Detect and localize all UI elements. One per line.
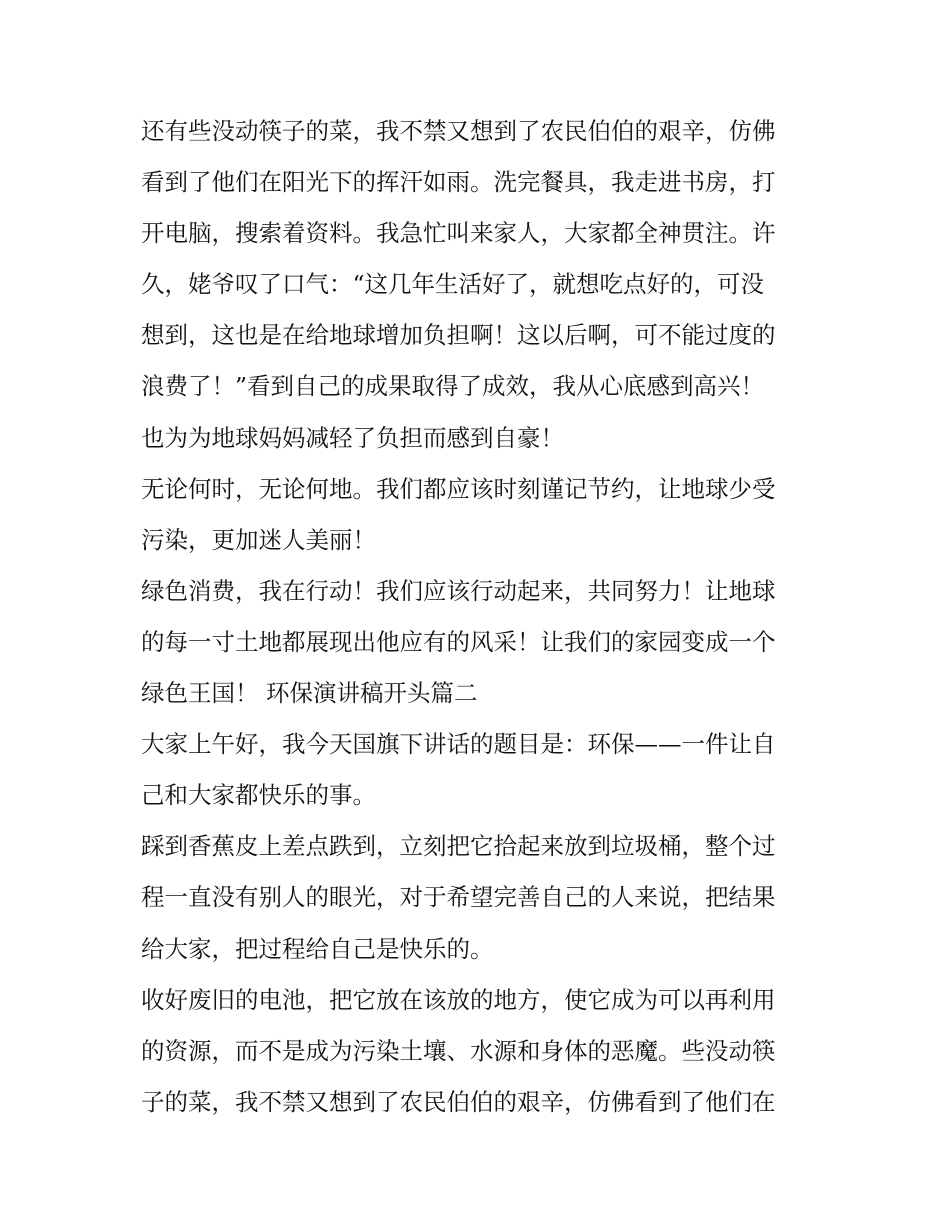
text-line: 还有些没动筷子的菜，我不禁又想到了农民伯伯的艰辛，仿佛 (141, 117, 776, 145)
text-line: 己和大家都快乐的事。 (141, 781, 376, 810)
text-line: 看到了他们在阳光下的挥汗如雨。洗完餐具，我走进书房，打 (141, 168, 776, 197)
text-line: 无论何时，无论何地。我们都应该时刻谨记节约，让地球少受 (141, 474, 776, 503)
text-line: 污染，更加迷人美丽！ (141, 525, 376, 554)
document-page (141, 106, 821, 1128)
text-line: 想到，这也是在给地球增加负担啊！这以后啊，可不能过度的 (141, 321, 776, 350)
text-line: 的资源，而不是成为污染土壤、水源和身体的恶魔。些没动筷 (141, 1036, 776, 1065)
text-line: 程一直没有别人的眼光，对于希望完善自己的人来说，把结果 (141, 883, 776, 912)
text-line: 也为为地球妈妈减轻了负担而感到自豪！ (141, 423, 564, 452)
text-line: 给大家，把过程给自己是快乐的。 (141, 934, 494, 963)
text-line: 开电脑，搜索着资料。我急忙叫来家人，大家都全神贯注。许 (141, 219, 776, 248)
text-line: 大家上午好，我今天国旗下讲话的题目是：环保——一件让自 (141, 730, 776, 759)
text-line: 久，姥爷叹了口气：“这几年生活好了，就想吃点好的，可没 (141, 270, 765, 299)
text-line: 浪费了！”看到自己的成果取得了成效，我从心底感到高兴！ (141, 372, 765, 401)
text-line: 收好废旧的电池，把它放在该放的地方，使它成为可以再利用 (141, 985, 776, 1014)
text-line: 绿色王国！ 环保演讲稿开头篇二 (141, 679, 478, 708)
text-line: 绿色消费，我在行动！我们应该行动起来，共同努力！让地球 (141, 576, 776, 605)
text-line: 踩到香蕉皮上差点跌到，立刻把它拾起来放到垃圾桶，整个过 (141, 832, 776, 861)
text-line: 子的菜，我不禁又想到了农民伯伯的艰辛，仿佛看到了他们在 (141, 1087, 776, 1116)
text-line: 的每一寸土地都展现出他应有的风采！让我们的家园变成一个 (141, 627, 776, 656)
